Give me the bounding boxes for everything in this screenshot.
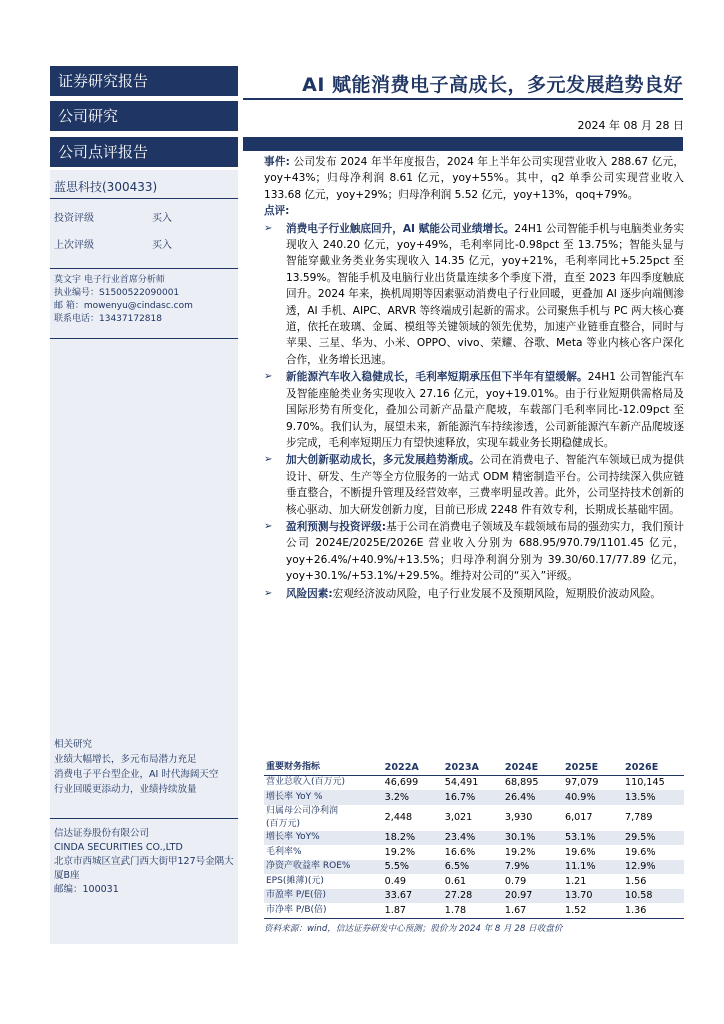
table-cell: 16.6%: [444, 846, 476, 858]
table-cell: 0.79: [504, 875, 527, 887]
table-cell: 19.2%: [384, 846, 416, 858]
table-cell: 19.6%: [564, 846, 596, 858]
rating-value: 买入: [152, 213, 172, 224]
table-row-label: 净资产收益率 ROE%: [264, 860, 383, 875]
table-cell: 16.7%: [443, 790, 503, 805]
rating-row: [54, 209, 172, 224]
table-cell: 1.52: [563, 903, 623, 918]
analyst-phone: 联系电话：13437172818: [54, 314, 162, 324]
table-header-row: [264, 760, 684, 775]
table-cell: 3.2%: [383, 790, 443, 805]
table-row-label: 增长率 YoY %: [264, 790, 383, 805]
event-text: 公司发布 2024 年半年度报告，2024 年上半年公司实现营业收入 288.67 亿元，yoy+43%；归母净利润 8.61 亿元，yoy+55%。其中，q2 单季公司实现营业收入 133.68 亿元，yoy+29%；归母净利润 5.52 亿元，yoy+13%，qoq+79%。: [264, 156, 684, 201]
table-row-label: 归属母公司净利润 (百万元): [266, 805, 339, 829]
bullet-text: 基于公司在消费电子领域及车载领域布局的强劲实力，我们预计公司 2024E/2025E/2026E 营业收入分别为 688.95/970.79/1101.45 亿元，yoy+26.4%/+40.9%/+13.5%；归母净利润分别为 39.30/60.17/77.89 亿元，yoy+30.1%/+53.1%/+29.5%。维持对公司的“买入”评级。: [286, 520, 684, 583]
table-cell: 1.21: [564, 875, 587, 887]
bullet-head: 消费电子行业触底回升，AI 赋能公司业绩增长。: [286, 222, 515, 235]
bullet-item: [264, 452, 684, 518]
table-cell: 54,491: [444, 777, 479, 789]
report-date: 2024 年 08 月 28 日: [577, 119, 684, 132]
table-cell: 20.97: [503, 889, 563, 904]
table-cell: 2026E: [623, 760, 684, 775]
table-row-label: 毛利率%: [266, 846, 302, 857]
table-row-label: 增长率 YoY%: [264, 831, 383, 846]
table-cell: 2025E: [563, 760, 623, 775]
table-cell: 13.5%: [623, 790, 684, 805]
company-postcode: 邮编：100031: [54, 884, 119, 895]
table-cell: 2024E: [503, 760, 563, 775]
table-row: [264, 831, 684, 846]
related-item[interactable]: 业绩大幅增长，多元布局潜力充足: [54, 754, 197, 765]
prev-rating-label: 上次评级: [54, 240, 94, 251]
table-cell: 7,789: [625, 812, 653, 823]
table-row: [264, 805, 684, 831]
bullet-head: 盈利预测与投资评级:: [286, 520, 387, 533]
analyst-info: [54, 274, 193, 326]
table-cell: 68,895: [504, 777, 539, 789]
table-cell: 7.9%: [503, 860, 563, 875]
table-row-label: 市净率 P/B(倍): [264, 903, 383, 918]
table-row: [264, 874, 684, 889]
sidebar-divider: [50, 198, 238, 199]
table-cell: 19.6%: [625, 846, 656, 858]
table-cell: 3,930: [504, 812, 533, 823]
table-cell: 0.61: [444, 875, 467, 887]
arrow-bullet-icon: ➢: [264, 371, 273, 383]
table-cell: 30.1%: [503, 831, 563, 846]
table-cell: 3,021: [444, 812, 473, 823]
report-title: AI 赋能消费电子高成长，多元发展趋势良好: [302, 74, 683, 96]
table-row: [264, 790, 684, 805]
table-cell: 0.49: [384, 875, 407, 887]
event-paragraph: [264, 154, 684, 203]
company-name-cn: 信达证券股份有限公司: [54, 828, 150, 839]
table-row-label: EPS(摊薄)(元): [266, 875, 324, 886]
table-cell: 12.9%: [623, 860, 684, 875]
bullet-item: [264, 519, 684, 585]
report-body: [264, 154, 684, 602]
bullet-text: 宏观经济波动风险，电子行业发展不及预期风险，短期股价波动风险。: [332, 587, 662, 600]
table-cell: 26.4%: [503, 790, 563, 805]
table-cell: 18.2%: [383, 831, 443, 846]
arrow-bullet-icon: ➢: [264, 222, 273, 234]
related-item[interactable]: 消费电子平台型企业，AI 时代海阔天空: [54, 769, 219, 780]
table-cell: 1.56: [625, 875, 647, 887]
related-item[interactable]: 行业回暖更添动力，业绩持续放量: [54, 784, 197, 795]
table-cell: 1.36: [623, 903, 684, 918]
arrow-bullet-icon: ➢: [264, 587, 273, 599]
comment-label: 点评:: [264, 205, 290, 218]
bullet-head: 新能源汽车收入稳健成长，毛利率短期承压但下半年有望缓解。: [286, 371, 588, 384]
prev-rating-value: 买入: [152, 240, 172, 251]
bullet-head: 加大创新驱动成长，多元发展趋势渐成。: [286, 454, 480, 467]
section-label-securities-research: 证券研究报告: [50, 66, 238, 96]
analyst-cert: 执业编号：S1500522090001: [54, 288, 180, 298]
table-cell: 2,448: [384, 812, 413, 823]
table-cell: 10.58: [623, 889, 684, 904]
table-cell: 13.70: [563, 889, 623, 904]
rating-label: 投资评级: [54, 213, 94, 224]
table-cell: 5.5%: [383, 860, 443, 875]
table-cell: 23.4%: [443, 831, 503, 846]
table-row-label: 营业总收入(百万元): [266, 777, 346, 788]
table-source: 资料来源：wind，信达证券研发中心预测；股价为 2024 年 8 月 28 日收盘价: [264, 924, 563, 934]
table-cell: 53.1%: [563, 831, 623, 846]
event-label: 事件:: [264, 156, 290, 168]
table-cell: 40.9%: [563, 790, 623, 805]
header-bar: [243, 137, 683, 151]
related-research: [54, 738, 234, 798]
table-cell: 1.67: [503, 903, 563, 918]
table-cell: 110,145: [625, 777, 665, 789]
section-label-company-comment: 公司点评报告: [50, 137, 238, 167]
bullet-head: 风险因素:: [286, 587, 333, 600]
table-row: [264, 775, 684, 790]
table-cell: 33.67: [383, 889, 443, 904]
bullet-item: [264, 369, 684, 451]
header-rule: [243, 98, 683, 100]
table-cell: 2023A: [443, 760, 503, 775]
table-row: [264, 889, 684, 904]
table-cell: 97,079: [564, 777, 599, 789]
financial-table: [264, 760, 684, 919]
bullet-item: [264, 586, 684, 602]
sidebar-divider: [50, 818, 238, 819]
sidebar-divider: [50, 338, 238, 339]
analyst-name: 莫文宇 电子行业首席分析师: [54, 275, 165, 285]
table-cell: 19.2%: [504, 846, 536, 858]
company-name-en: CINDA SECURITIES CO.,LTD: [54, 842, 183, 853]
table-row: [264, 903, 684, 918]
table-cell: 6,017: [564, 812, 593, 823]
table-cell: 6.5%: [443, 860, 503, 875]
table-cell: 11.1%: [563, 860, 623, 875]
table-cell: 29.5%: [623, 831, 684, 846]
table-cell: 2022A: [383, 760, 443, 775]
table-row-label: 重要财务指标: [264, 760, 383, 775]
sidebar-divider: [50, 268, 238, 269]
table-cell: 1.78: [443, 903, 503, 918]
table-row: [264, 845, 684, 860]
arrow-bullet-icon: ➢: [264, 454, 273, 466]
section-label-company-research: 公司研究: [50, 101, 238, 131]
company-info: [54, 827, 236, 897]
table-cell: 46,699: [384, 777, 419, 789]
table-row-label: 市盈率 P/E(倍): [264, 889, 383, 904]
analyst-email: 邮 箱：mowenyu@cindasc.com: [54, 301, 193, 311]
table-cell: 1.87: [383, 903, 443, 918]
bullet-text: 公司在消费电子、智能汽车领域已成为提供设计、研发、生产等全方位服务的一站式 ODM 精密制造平台。公司持续深入供应链垂直整合，不断提升管理及经营效率，三费率明显改善。此外，公司坚持技术创新的核心驱动、加大研发创新力度，目前已形成 2248 件有效专利，长期成长基础牢固。: [286, 454, 684, 516]
stock-ticker: 蓝思科技(300433): [54, 180, 158, 194]
table-cell: 27.28: [443, 889, 503, 904]
related-title: 相关研究: [54, 739, 93, 750]
table-row: [264, 860, 684, 875]
prev-rating-row: [54, 236, 172, 251]
bullet-text: 24H1 公司智能手机与电脑类业务实现收入 240.20 亿元，yoy+49%，毛利率同比-0.98pct 至 13.75%；智能头显与智能穿戴业务类业务实现收入 14.35 亿元，yoy+21%，毛利率同比+5.25pct 至 13.59%。智能手机及电脑行业出货量连续多个季度下滑，直至 2023 年四季度触底回升。2024 年来，换机周期等因素驱动消费电子行业回暖，更叠加 AI 逐步向端侧渗透，AI 手机、AIPC、ARVR 等终端成引起新的需求。公司聚焦手机与 PC 两大核心赛道，依托在玻璃、金属、模组等关键领域的领先优势，加速产业链垂直整合，同时与苹果、三星、华为、小米、OPPO、vivo、荣耀、谷歌、Meta 等业内核心客户深化合作，业务增长迅速。: [286, 222, 685, 366]
bullet-text: 24H1 公司智能汽车及智能座舱类业务实现收入 27.16 亿元，yoy+19.01%。由于行业短期供需格局及国际形势有所变化，叠加公司新产品量产爬坡，车载部门毛利率同比-12.09pct 至 9.70%。我们认为，展望未来，新能源汽车持续渗透，公司新能源汽车新产品爬坡逐步完成，毛利率短期压力有望快速释放，实现车载业务长期稳健成长。: [286, 371, 684, 449]
arrow-bullet-icon: ➢: [264, 520, 273, 532]
sidebar-panel: [50, 170, 238, 944]
bullet-item: [264, 221, 684, 369]
company-address: 北京市西城区宣武门西大街甲127号金隅大厦B座: [54, 856, 234, 881]
